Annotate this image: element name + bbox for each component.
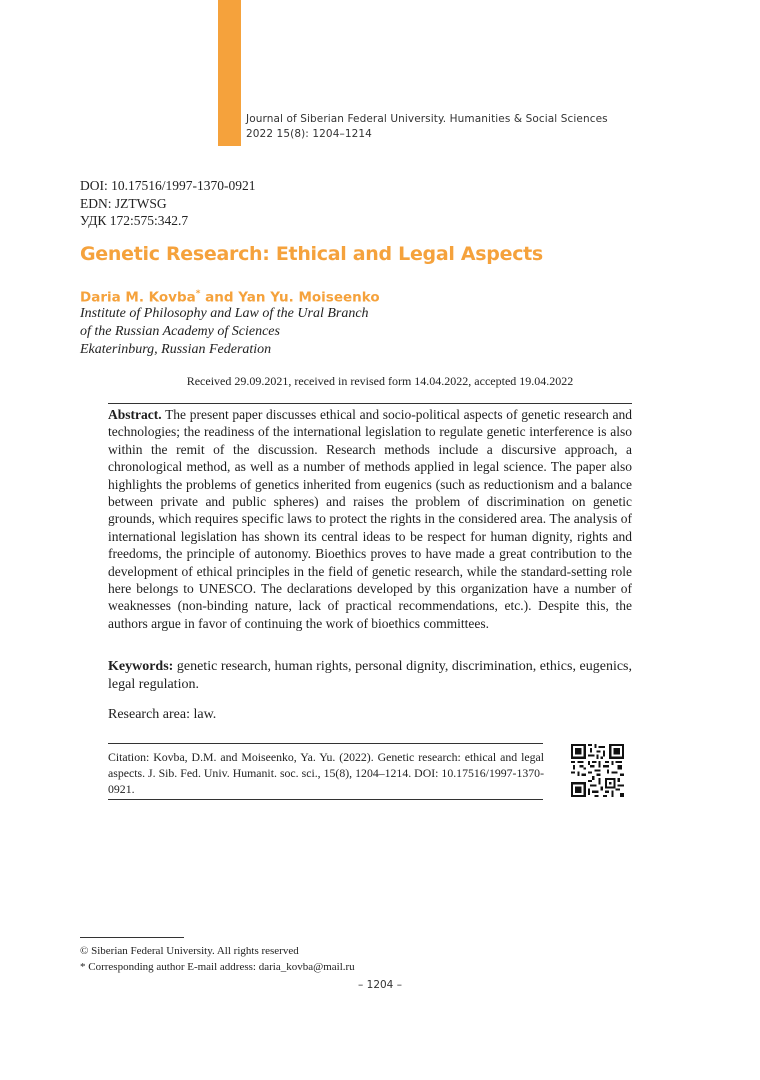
article-identifiers (80, 177, 256, 230)
affiliation-location: Ekaterinburg, Russian Federation (80, 342, 272, 357)
qr-code-icon[interactable] (571, 744, 624, 797)
research-area: Research area: law. (108, 707, 217, 722)
keywords (108, 658, 632, 694)
footnote-divider (80, 937, 184, 938)
page-number: – 1204 – (358, 979, 402, 991)
keywords-text: genetic research, human rights, personal dignity, discrimination, ethics, eugenics, legal regulation. (108, 659, 632, 692)
author-moiseenko: Yan Yu. Moiseenko (238, 289, 380, 306)
footnotes (80, 943, 355, 975)
abstract (108, 406, 632, 632)
abstract-label: Abstract. (108, 407, 162, 422)
citation-divider-bottom (108, 799, 543, 800)
article-title: Genetic Research: Ethical and Legal Aspects (80, 243, 543, 265)
authors (80, 289, 380, 306)
corresponding-author-note: * Corresponding author E-mail address: daria_kovba@mail.ru (80, 961, 355, 973)
keywords-label: Keywords: (108, 659, 174, 674)
journal-name: Journal of Siberian Federal University. Humanities & Social Sciences (246, 113, 608, 125)
edn: EDN: JZTWSG (80, 195, 167, 211)
udk: УДК 172:575:342.7 (80, 213, 189, 228)
author-kovba: Daria M. Kovba (80, 289, 196, 306)
journal-header (246, 112, 608, 142)
header-accent-bar (218, 0, 241, 146)
abstract-divider (108, 403, 632, 404)
copyright-notice: © Siberian Federal University. All rights reserved (80, 945, 299, 957)
corresponding-author-mark: * (195, 289, 201, 299)
journal-issue: 2022 15(8): 1204–1214 (246, 128, 372, 140)
affiliation-line: Institute of Philosophy and Law of the Ural Branch (80, 306, 369, 321)
citation-divider-top (108, 743, 543, 744)
abstract-text: The present paper discusses ethical and socio-political aspects of genetic research and technologies; the readiness of the international legislation to regulate genetic interference is also within the remit of the discussion. Research methods include a discursive approach, a chronological method, as well as a number of methods applied in legal science. The paper also highlights the problems of genetics inherited from eugenics (such as reductionism and a balance between private and public spheres) and raises the problem of discrimination on genetic grounds, which requires specific laws to protect the rights in the considered area. The analysis of international legislation has shown its central ideas to be respect for human dignity, rights and freedoms, the principle of autonomy. Bioethics proves to have made a great contribution to the development of ethical principles in the field of genetic research, while the standard-setting role here belongs to UNESCO. The declarations developed by this organization have a number of weaknesses (non-binding nature, lack of practical recommendations, etc.). Despite this, the authors argue in favor of continuing the work of bioethics committees. (108, 407, 633, 631)
citation: Citation: Kovba, D.M. and Moiseenko, Ya. Yu. (2022). Genetic research: ethical and legal aspects. J. Sib. Fed. Univ. Humanit. soc. sci., 15(8), 1204–1214. DOI: 10.17516/1997-1370-0921. (108, 750, 544, 796)
affiliation-line: of the Russian Academy of Sciences (80, 324, 280, 339)
received-dates: Received 29.09.2021, received in revised form 14.04.2022, accepted 19.04.2022 (186, 374, 574, 388)
doi: DOI: 10.17516/1997-1370-0921 (80, 178, 256, 193)
authors-connector: and (200, 289, 239, 306)
affiliation (80, 305, 369, 359)
